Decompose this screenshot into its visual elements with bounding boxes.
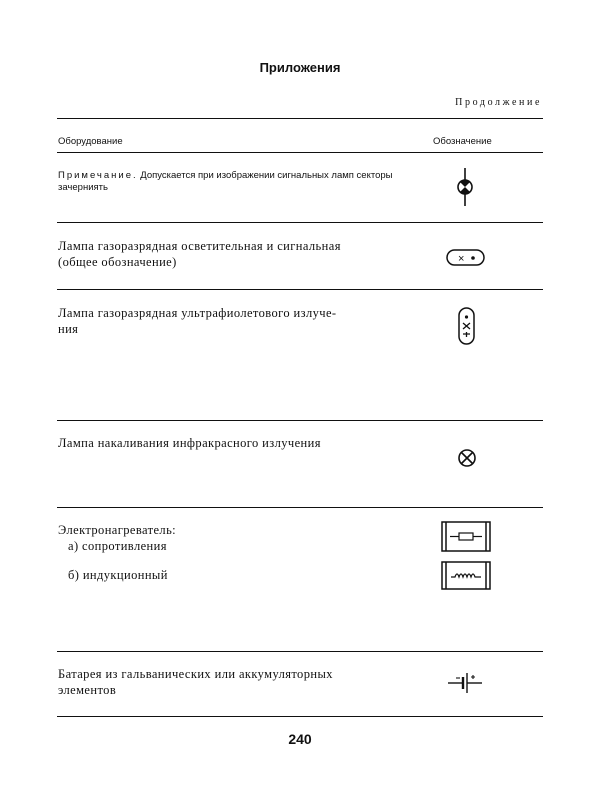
- row-rule: [57, 420, 543, 421]
- row-rule: [57, 289, 543, 290]
- row-5-line-2: элементов: [58, 683, 117, 697]
- row-rule: [57, 651, 543, 652]
- page-number: 240: [288, 731, 312, 747]
- row-3-line-1: Лампа накаливания инфракрасного излучения: [58, 436, 321, 450]
- induction-heater-icon: [441, 560, 493, 592]
- page-title: Приложения: [259, 60, 341, 75]
- row-4-sub-a: а) сопротивления: [68, 539, 167, 553]
- row-2-line-2: ния: [58, 322, 79, 336]
- table-bottom-rule: [57, 716, 543, 717]
- svg-text:×: ×: [458, 253, 465, 265]
- battery-icon: [446, 672, 486, 694]
- row-5-line-1: Батарея из гальванических или аккумуляторных: [58, 667, 333, 681]
- row-1-line-1: Лампа газоразрядная осветительная и сигнальная: [58, 239, 341, 253]
- header-bottom-rule: [57, 152, 543, 153]
- continuation-label: Продолжение: [455, 97, 542, 108]
- row-4-sub-b: б) индукционный: [68, 568, 168, 582]
- row-3-text: [58, 435, 321, 451]
- signal-lamp-icon: [452, 168, 478, 206]
- note-body: Допускается при изображении сигнальных ламп секторы зачерниять: [58, 170, 393, 193]
- row-rule: [57, 222, 543, 223]
- row-4-text: [58, 522, 176, 538]
- row-4-line-1: Электронагреватель:: [58, 523, 177, 537]
- note-prefix: Примечание.: [58, 170, 138, 181]
- row-2-line-1: Лампа газоразрядная ультрафиолетового излуче-: [58, 306, 337, 320]
- infrared-lamp-icon: [456, 447, 478, 469]
- uv-lamp-icon: [457, 307, 477, 347]
- column-header-designation: Обозначение: [433, 136, 492, 147]
- row-1-line-2: (общее обозначение): [58, 255, 177, 269]
- table-top-rule: [57, 118, 543, 119]
- column-header-equipment: Оборудование: [58, 136, 123, 147]
- row-5-text: [58, 666, 333, 698]
- gas-discharge-lamp-icon: [446, 248, 486, 268]
- note-text: [58, 170, 398, 194]
- resistance-heater-icon: [441, 520, 493, 554]
- row-rule: [57, 507, 543, 508]
- row-1-text: [58, 238, 341, 270]
- row-2-text: [58, 305, 336, 337]
